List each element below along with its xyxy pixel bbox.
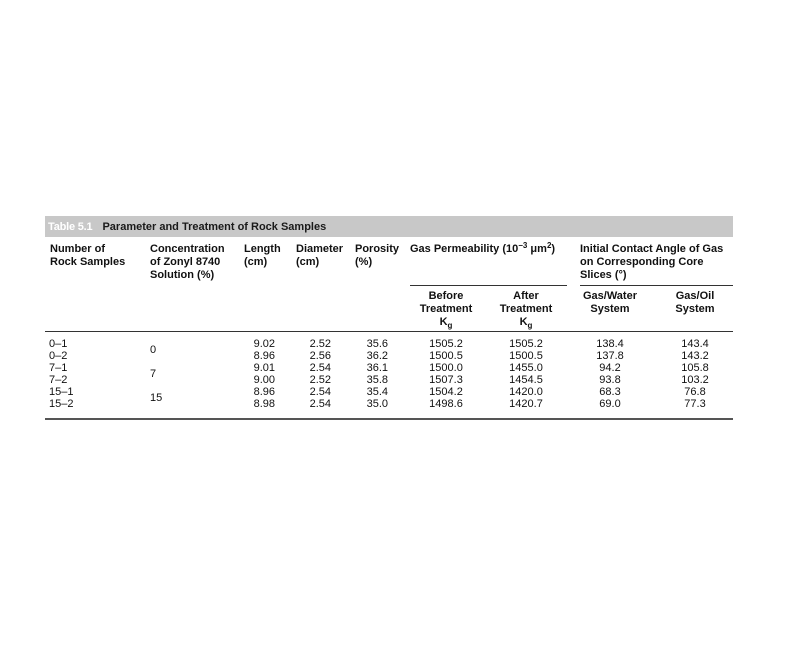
header-after-line2: Treatment xyxy=(499,303,553,315)
cell-sample: 7–1 xyxy=(49,362,68,374)
table-row xyxy=(45,350,733,362)
cell-porosity: 35.6 xyxy=(366,338,388,350)
cell-gas-oil: 76.8 xyxy=(684,386,706,398)
cell-gas-water: 138.4 xyxy=(596,338,624,350)
table-body xyxy=(45,333,733,419)
concentration-group-0: 0 xyxy=(150,344,157,356)
header-length-line2: (cm) xyxy=(244,256,268,268)
header-gas-oil-line2: System xyxy=(675,303,715,315)
header-permeability xyxy=(410,243,555,256)
cell-after: 1420.0 xyxy=(509,386,543,398)
cell-gas-oil: 105.8 xyxy=(681,362,709,374)
cell-before: 1504.2 xyxy=(429,386,463,398)
header-after-symbol: $K_g$ xyxy=(519,316,533,330)
header-concentration xyxy=(150,243,225,282)
header-porosity xyxy=(355,243,399,269)
cell-before: 1505.2 xyxy=(429,338,463,350)
table-number: Table 5.1 xyxy=(48,220,93,233)
cell-gas-oil: 143.2 xyxy=(681,350,709,362)
cell-gas-oil: 77.3 xyxy=(684,398,706,410)
header-sample-line1: Number of xyxy=(50,243,105,255)
table-row xyxy=(45,338,733,350)
header-before-line1: Before xyxy=(428,290,464,302)
header-permeability-prefix: Gas Permeability (10 xyxy=(410,243,519,255)
cell-length: 9.00 xyxy=(253,374,275,386)
concentration-group-7: 7 xyxy=(150,368,157,380)
cell-length: 8.98 xyxy=(253,398,275,410)
cell-diameter: 2.54 xyxy=(309,362,331,374)
header-permeability-unit-exponent: 2 xyxy=(546,241,552,250)
cell-gas-water: 69.0 xyxy=(599,398,621,410)
header-concentration-line2: of Zonyl 8740 xyxy=(150,256,221,268)
cell-sample: 15–2 xyxy=(49,398,74,410)
header-porosity-line2: (%) xyxy=(355,256,373,268)
concentration-group-15: 15 xyxy=(150,392,163,404)
cell-length: 8.96 xyxy=(253,350,275,362)
header-diameter-line1: Diameter xyxy=(296,243,344,255)
cell-before: 1498.6 xyxy=(429,398,463,410)
table-row xyxy=(45,398,733,410)
cell-after: 1455.0 xyxy=(509,362,543,374)
header-concentration-line1: Concentration xyxy=(150,243,225,255)
table-title: Parameter and Treatment of Rock Samples xyxy=(102,220,327,233)
cell-diameter: 2.54 xyxy=(309,386,331,398)
header-after-line1: After xyxy=(513,290,539,302)
contact-angle-subheader-rule xyxy=(580,285,733,286)
header-diameter xyxy=(296,243,343,269)
cell-gas-water: 94.2 xyxy=(599,362,621,374)
cell-after: 1500.5 xyxy=(509,350,543,362)
cell-sample: 15–1 xyxy=(49,386,74,398)
header-diameter-line2: (cm) xyxy=(296,256,320,268)
cell-length: 8.96 xyxy=(253,386,275,398)
cell-gas-oil: 143.4 xyxy=(681,338,709,350)
header-before-symbol: $K_g$ xyxy=(439,316,453,330)
header-after-treatment xyxy=(490,290,562,329)
cell-porosity: 36.2 xyxy=(366,350,388,362)
cell-sample: 0–1 xyxy=(49,338,68,350)
cell-length: 9.02 xyxy=(253,338,275,350)
cell-porosity: 35.0 xyxy=(366,398,388,410)
header-sample-line2: Rock Samples xyxy=(50,256,126,268)
cell-after: 1454.5 xyxy=(509,374,543,386)
table-header xyxy=(45,237,733,333)
header-permeability-exponent: −3 xyxy=(518,241,528,250)
header-gas-water-line1: Gas/Water xyxy=(582,290,637,302)
header-contact-angle xyxy=(580,243,723,282)
cell-diameter: 2.52 xyxy=(309,374,331,386)
header-concentration-line3: Solution (%) xyxy=(150,269,215,281)
parameter-table xyxy=(45,216,733,419)
header-length xyxy=(244,243,281,269)
cell-porosity: 35.4 xyxy=(366,386,388,398)
header-gas-water xyxy=(575,290,645,316)
cell-before: 1507.3 xyxy=(429,374,463,386)
header-contact-angle-line3: Slices (°) xyxy=(580,269,627,281)
header-length-line1: Length xyxy=(244,243,281,255)
permeability-subheader-rule xyxy=(410,285,567,286)
cell-length: 9.01 xyxy=(253,362,275,374)
cell-diameter: 2.52 xyxy=(309,338,331,350)
cell-before: 1500.0 xyxy=(429,362,463,374)
header-permeability-unit: μm xyxy=(527,243,547,255)
cell-diameter: 2.56 xyxy=(309,350,331,362)
cell-gas-water: 68.3 xyxy=(599,386,621,398)
cell-gas-water: 137.8 xyxy=(596,350,624,362)
header-before-treatment xyxy=(410,290,482,329)
header-bottom-rule xyxy=(45,331,733,332)
cell-porosity: 35.8 xyxy=(366,374,388,386)
cell-after: 1505.2 xyxy=(509,338,543,350)
header-gas-oil-line1: Gas/Oil xyxy=(675,290,715,302)
cell-diameter: 2.54 xyxy=(309,398,331,410)
header-before-line2: Treatment xyxy=(419,303,473,315)
cell-after: 1420.7 xyxy=(509,398,543,410)
cell-gas-oil: 103.2 xyxy=(681,374,709,386)
cell-porosity: 36.1 xyxy=(366,362,388,374)
cell-before: 1500.5 xyxy=(429,350,463,362)
table-row xyxy=(45,374,733,386)
table-row xyxy=(45,386,733,398)
table-caption xyxy=(45,216,733,237)
header-contact-angle-line1: Initial Contact Angle of Gas xyxy=(580,243,724,255)
cell-gas-water: 93.8 xyxy=(599,374,621,386)
table-row xyxy=(45,362,733,374)
header-gas-water-line2: System xyxy=(590,303,630,315)
cell-sample: 0–2 xyxy=(49,350,68,362)
header-gas-oil xyxy=(660,290,730,316)
header-porosity-line1: Porosity xyxy=(355,243,400,255)
header-contact-angle-line2: on Corresponding Core xyxy=(580,256,704,268)
header-sample xyxy=(50,243,125,269)
table-bottom-rule xyxy=(45,418,733,420)
header-permeability-suffix: ) xyxy=(551,243,556,255)
cell-sample: 7–2 xyxy=(49,374,68,386)
